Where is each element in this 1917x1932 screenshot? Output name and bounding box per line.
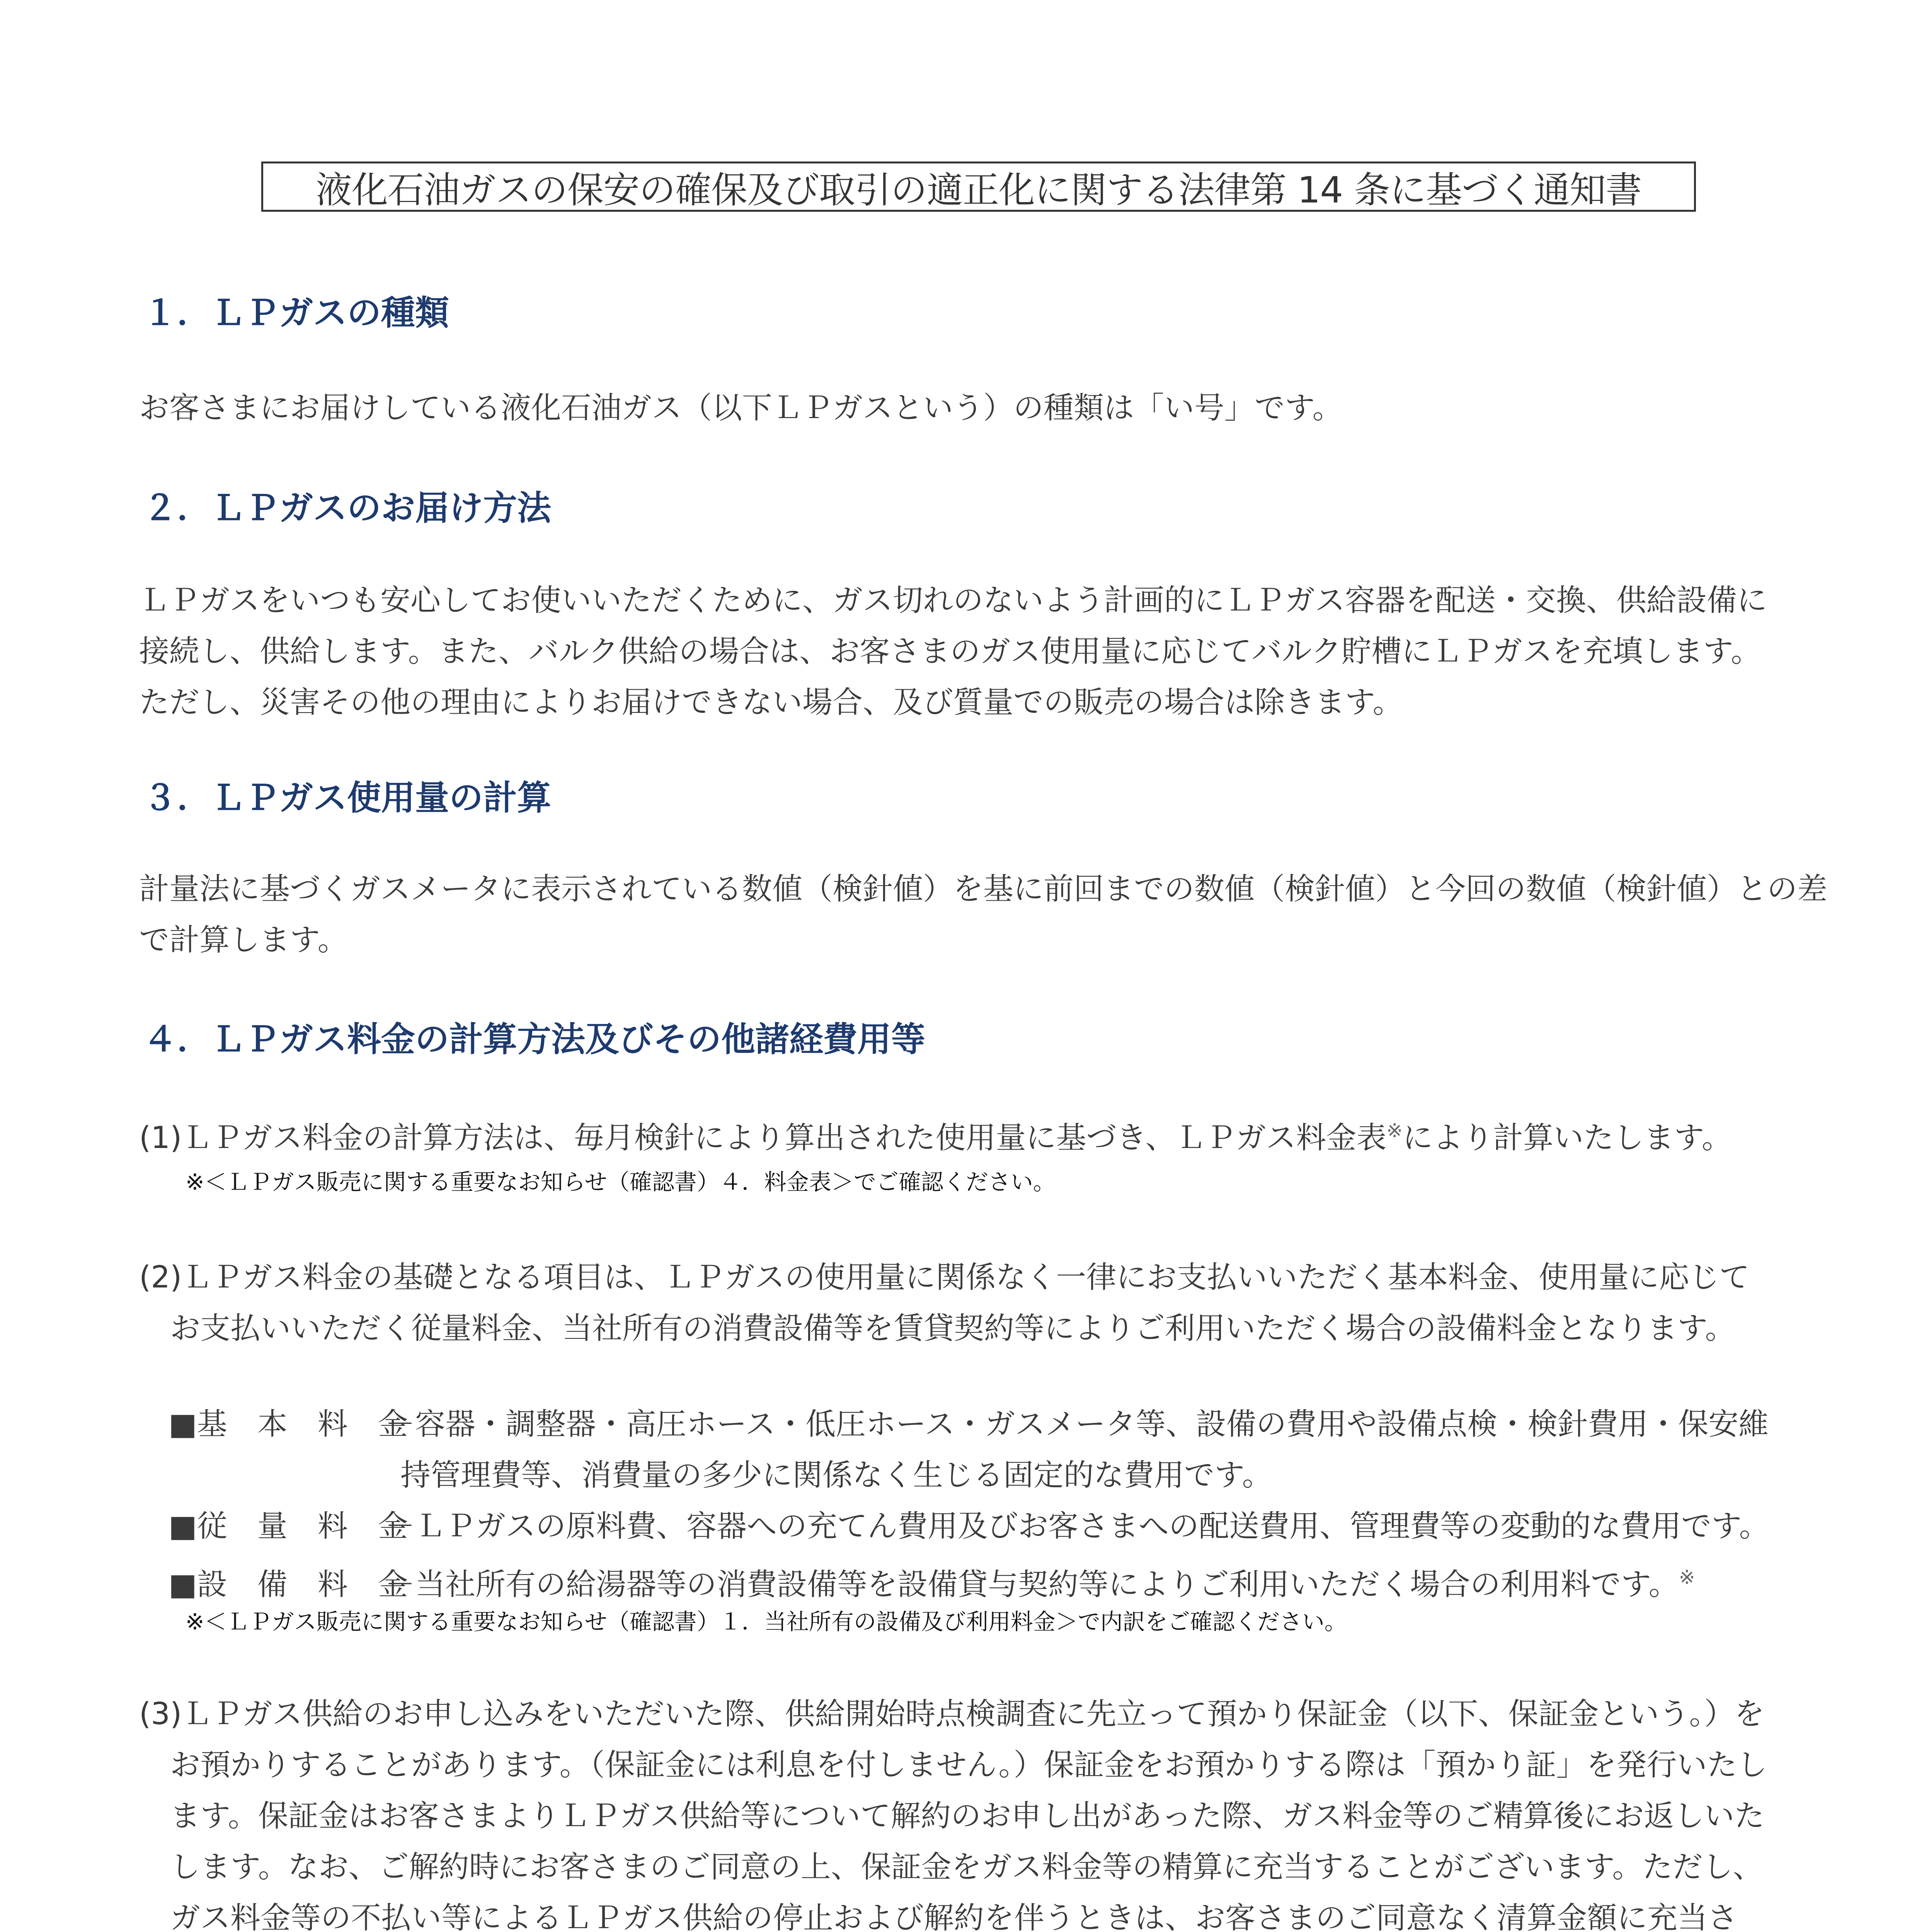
item-3-text xyxy=(139,1689,1786,1932)
fee-label: ■従 量 料 金 xyxy=(169,1509,408,1544)
section-2-line: ただし、災害その他の理由によりお届けできない場合、及び質量での販売の場合は除きます。 xyxy=(139,685,1403,720)
item-1-main: (1)ＬＰガス料金の計算方法は、毎月検針により算出された使用量に基づき、ＬＰガス料金表 xyxy=(139,1121,1387,1155)
fee-row-usage xyxy=(169,1501,1769,1552)
section-3-line: で計算します。 xyxy=(139,923,348,957)
item-2-line: (2)ＬＰガス料金の基礎となる項目は、ＬＰガスの使用量に関係なく一律にお支払いいただく基本料金、使用量に応じて xyxy=(139,1260,1750,1295)
item-1-text xyxy=(139,1105,1786,1163)
section-3-heading: ３．ＬＰガス使用量の計算 xyxy=(143,778,552,818)
section-1-heading: １．ＬＰガスの種類 xyxy=(143,293,449,333)
item-3-line: お預かりすることがあります。（保証金には利息を付しません。）保証金をお預かりする際は「預かり証」を発行いたし xyxy=(170,1748,1767,1782)
section-2-text xyxy=(139,575,1786,728)
document-title: 液化石油ガスの保安の確保及び取引の適正化に関する法律第 14 条に基づく通知書 xyxy=(261,162,1696,212)
item-2-line: お支払いいただく従量料金、当社所有の消費設備等を賃貸契約等によりご利用いただく場合の設備料金となります。 xyxy=(170,1311,1735,1346)
fee-note-mark: ※ xyxy=(1679,1566,1695,1588)
fee-row-basic xyxy=(169,1399,1769,1450)
item-1-tail: により計算いたします。 xyxy=(1403,1121,1732,1155)
item-1-note-mark: ※ xyxy=(1386,1119,1403,1142)
item-3-line: (3)ＬＰガス供給のお申し込みをいただいた際、供給開始時点検調査に先立って預かり保証金（以下、保証金という。）を xyxy=(139,1697,1765,1731)
fee-row-basic-cont: 持管理費等、消費量の多少に関係なく生じる固定的な費用です。 xyxy=(400,1458,1272,1493)
fee-label: ■設 備 料 金 xyxy=(169,1567,408,1602)
section-2-line: 接続し、供給します。また、バルク供給の場合は、お客さまのガス使用量に応じてバルク貯槽にＬＰガスを充填します。 xyxy=(139,634,1761,669)
fee-label: ■基 本 料 金 xyxy=(169,1407,408,1442)
fee-text: －容器・調整器・高圧ホース・低圧ホース・ガスメータ等、設備の費用や設備点検・検針費用・保安維 xyxy=(385,1407,1769,1442)
section-2-heading: ２．ＬＰガスのお届け方法 xyxy=(143,488,552,528)
item-2-note: ※＜ＬＰガス販売に関する重要なお知らせ（確認書）１．当社所有の設備及び利用料金＞で内訳をご確認ください。 xyxy=(186,1609,1347,1635)
section-4-heading: ４．ＬＰガス料金の計算方法及びその他諸経費用等 xyxy=(143,1019,926,1059)
section-3-line: 計量法に基づくガスメータに表示されている数値（検針値）を基に前回までの数値（検針値）と今回の数値（検針値）との差 xyxy=(139,872,1828,906)
item-3-line: ガス料金等の不払い等によるＬＰガス供給の停止および解約を伴うときは、お客さまのご同意なく清算金額に充当さ xyxy=(170,1901,1738,1932)
section-1-text xyxy=(139,383,1786,434)
item-1-line xyxy=(139,1105,1786,1163)
item-2-text xyxy=(139,1252,1786,1354)
item-3-line: ます。保証金はお客さまよりＬＰガス供給等について解約のお申し出があった際、ガス料金等のご精算後にお返しいた xyxy=(170,1799,1765,1833)
section-1-line: お客さまにお届けしている液化石油ガス（以下ＬＰガスという）の種類は「い号」です。 xyxy=(139,391,1343,425)
fee-row-equipment xyxy=(169,1552,1695,1610)
section-3-text xyxy=(139,864,1828,966)
item-1-note: ※＜ＬＰガス販売に関する重要なお知らせ（確認書）４．料金表＞でご確認ください。 xyxy=(186,1169,1056,1195)
fee-text: －当社所有の給湯器等の消費設備等を設備貸与契約等によりご利用いただく場合の利用料です。 xyxy=(385,1567,1679,1602)
section-2-line: ＬＰガスをいつも安心してお使いいただくために、ガス切れのないよう計画的にＬＰガス容器を配送・交換、供給設備に xyxy=(139,583,1767,618)
fee-text: －ＬＰガスの原料費、容器への充てん費用及びお客さまへの配送費用、管理費等の変動的な費用です。 xyxy=(385,1509,1769,1544)
item-3-line: します。なお、ご解約時にお客さまのご同意の上、保証金をガス料金等の精算に充当することがございます。ただし、 xyxy=(170,1850,1763,1884)
